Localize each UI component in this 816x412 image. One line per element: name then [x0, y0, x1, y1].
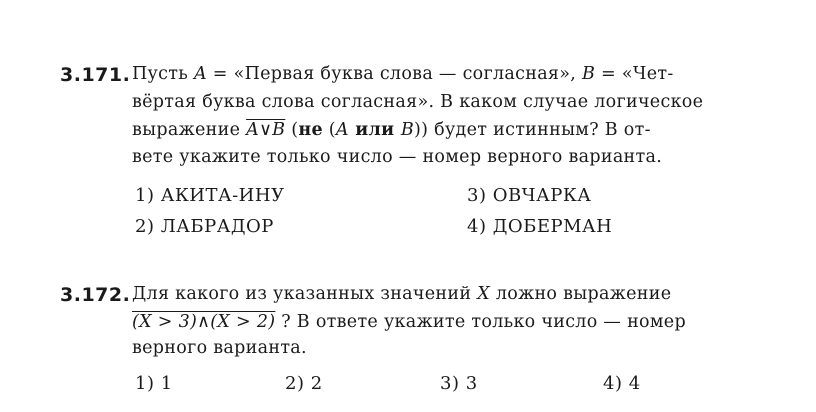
text: = «Чет-	[595, 64, 674, 84]
var-a: A	[193, 64, 207, 84]
option-4: 4) 4	[603, 373, 641, 394]
problem-number-3-172: 3.172.	[60, 284, 131, 306]
option-2: 2) 2	[285, 373, 323, 394]
keyword-ne: не	[298, 120, 323, 140]
var-b: B	[582, 64, 596, 84]
problem-3-172-line-1	[132, 284, 671, 304]
text: )) будет истинным? В от-	[414, 120, 651, 140]
text: Пусть	[132, 64, 194, 84]
logical-expression: (X > 3)∧(X > 2)	[132, 312, 276, 332]
option-3: 3) ОВЧАРКА	[467, 185, 592, 206]
var-b: B	[400, 120, 414, 140]
option-4: 4) ДОБЕРМАН	[467, 216, 613, 237]
var-a: A	[335, 120, 349, 140]
logical-expression: A∨B	[246, 120, 286, 140]
problem-3-171-line-4: вете укажите только число — номер верного варианта.	[132, 147, 663, 167]
text: = «Первая буква слова — согласная»,	[206, 64, 583, 84]
option-2: 2) ЛАБРАДОР	[135, 216, 274, 237]
text: Для какого из указанных значений	[132, 284, 478, 304]
problem-3-171-line-3	[132, 120, 651, 140]
option-1: 1) 1	[135, 373, 173, 394]
text: (	[285, 120, 299, 140]
keyword-ili: или	[348, 120, 401, 140]
var-x: X	[477, 284, 490, 304]
problem-3-172-line-3: верного варианта.	[132, 338, 307, 358]
option-3: 3) 3	[440, 373, 478, 394]
text: ложно выражение	[489, 284, 672, 304]
problem-number-3-171: 3.171.	[60, 64, 131, 86]
text: (	[322, 120, 336, 140]
text: ? В ответе укажите только число — номер	[275, 312, 686, 332]
problem-3-171-line-2: вёртая буква слова согласная». В каком случае логическое	[132, 92, 704, 112]
problem-3-172-line-2	[132, 312, 686, 332]
text: выражение	[132, 120, 247, 140]
option-1: 1) АКИТА-ИНУ	[135, 185, 285, 206]
problem-3-171-line-1	[132, 64, 674, 84]
